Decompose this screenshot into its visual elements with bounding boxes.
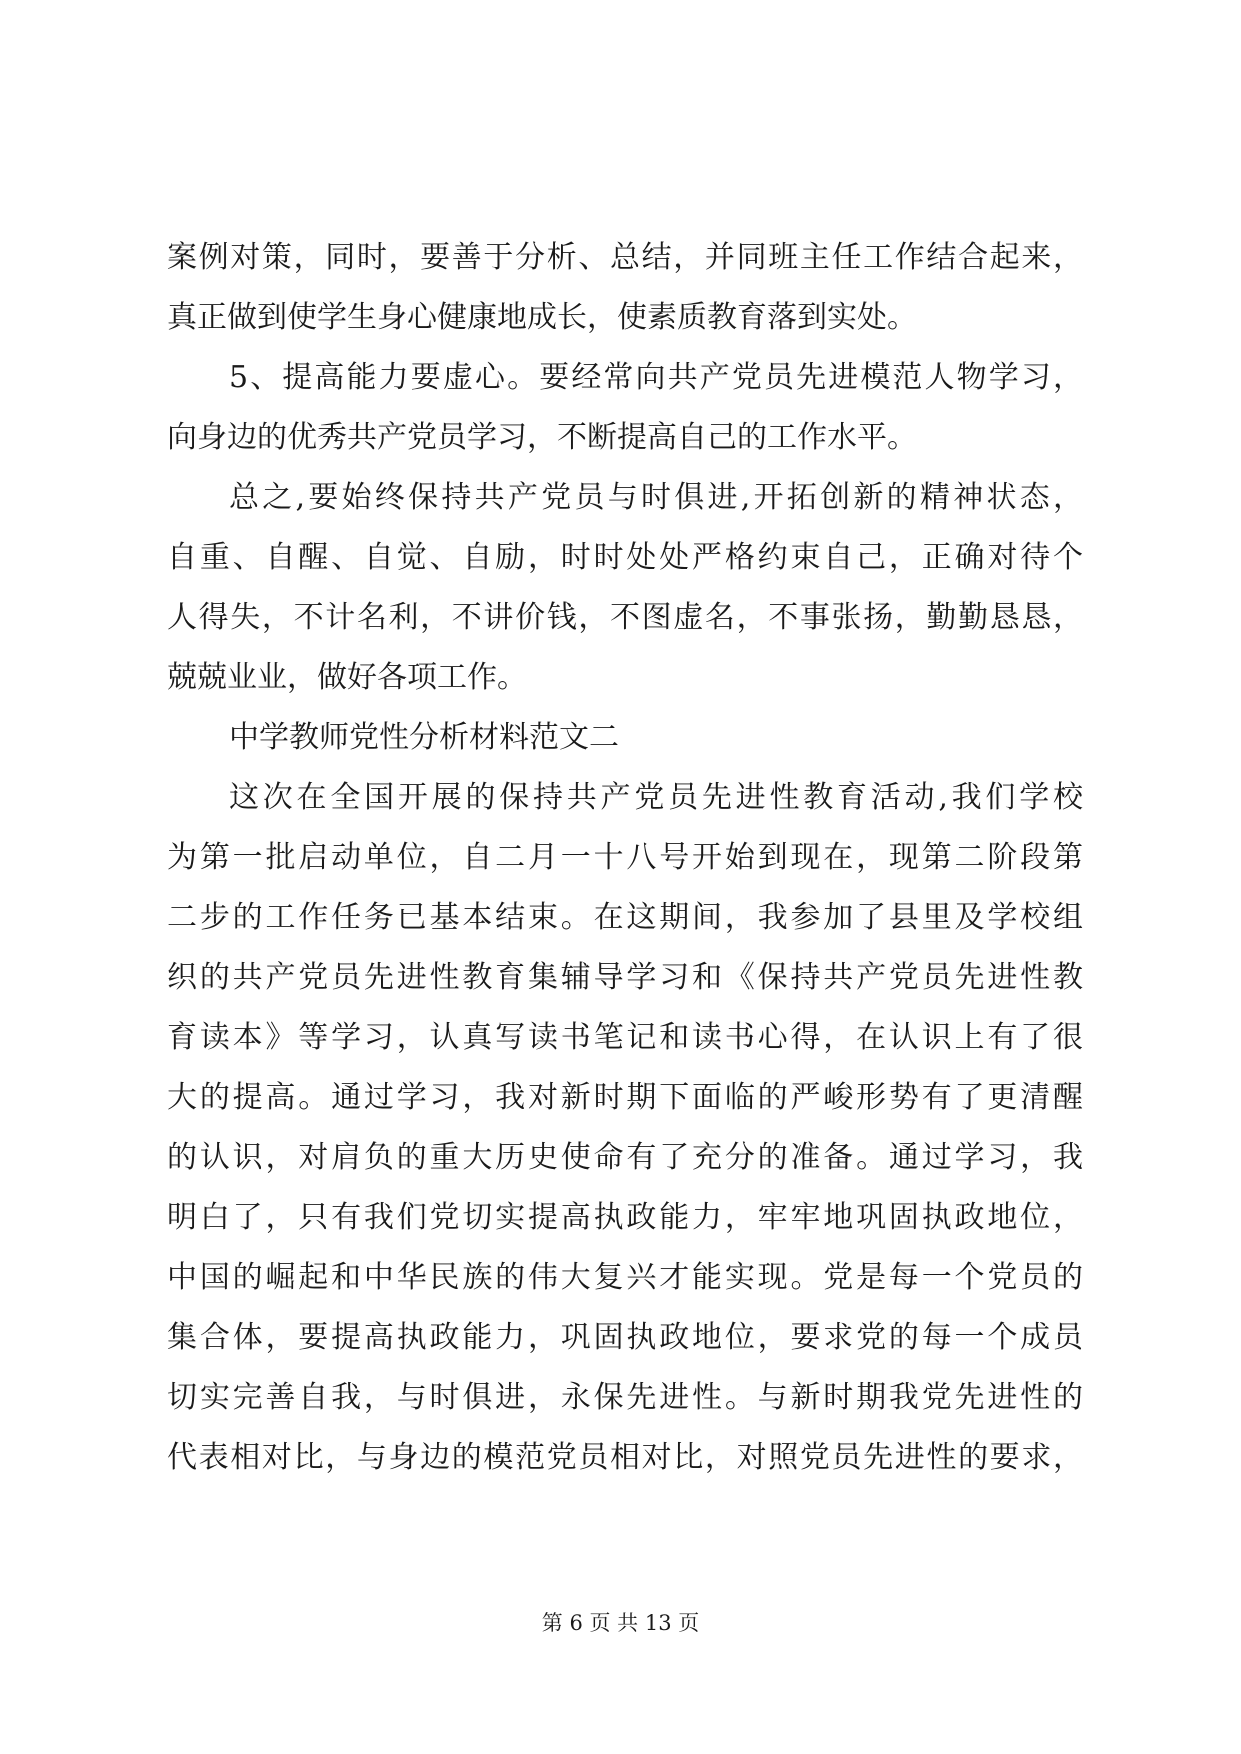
page-footer: 第 6 页 共 13 页	[541, 1611, 700, 1635]
text-line: 的认识，对肩负的重大历史使命有了充分的准备。通过学习，我	[167, 1140, 1083, 1175]
text-line: 自重、自醒、自觉、自励，时时处处严格约束自己，正确对待个	[167, 540, 1083, 575]
text-line: 育读本》等学习，认真写读书笔记和读书心得，在认识上有了很	[167, 1020, 1083, 1055]
text-line: 兢兢业业，做好各项工作。	[167, 660, 527, 695]
text-line: 代表相对比，与身边的模范党员相对比，对照党员先进性的要求，	[167, 1440, 1083, 1475]
text-line: 集合体，要提高执政能力，巩固执政地位，要求党的每一个成员	[167, 1320, 1083, 1355]
document-body	[167, 228, 1083, 1488]
text-line: 明白了，只有我们党切实提高执政能力，牢牢地巩固执政地位，	[167, 1200, 1083, 1235]
text-line: 中国的崛起和中华民族的伟大复兴才能实现。党是每一个党员的	[167, 1260, 1083, 1295]
text-line: 大的提高。通过学习，我对新时期下面临的严峻形势有了更清醒	[167, 1080, 1083, 1115]
text-line: 为第一批启动单位，自二月一十八号开始到现在，现第二阶段第	[167, 840, 1083, 875]
text-line: 5、提高能力要虚心。要经常向共产党员先进模范人物学习，	[229, 360, 1083, 395]
text-line: 总之,要始终保持共产党员与时俱进,开拓创新的精神状态，	[229, 480, 1083, 515]
section-heading: 中学教师党性分析材料范文二	[229, 720, 619, 755]
text-line: 真正做到使学生身心健康地成长，使素质教育落到实处。	[167, 300, 917, 335]
text-line: 案例对策，同时，要善于分析、总结，并同班主任工作结合起来，	[167, 240, 1083, 275]
text-line: 二步的工作任务已基本结束。在这期间，我参加了县里及学校组	[167, 900, 1083, 935]
text-line: 这次在全国开展的保持共产党员先进性教育活动,我们学校	[229, 780, 1083, 815]
text-line: 人得失，不计名利，不讲价钱，不图虚名，不事张扬，勤勤恳恳，	[167, 600, 1083, 635]
text-line: 织的共产党员先进性教育集辅导学习和《保持共产党员先进性教	[167, 960, 1083, 995]
text-line: 向身边的优秀共产党员学习，不断提高自己的工作水平。	[167, 420, 917, 455]
text-line: 切实完善自我，与时俱进，永保先进性。与新时期我党先进性的	[167, 1380, 1083, 1415]
